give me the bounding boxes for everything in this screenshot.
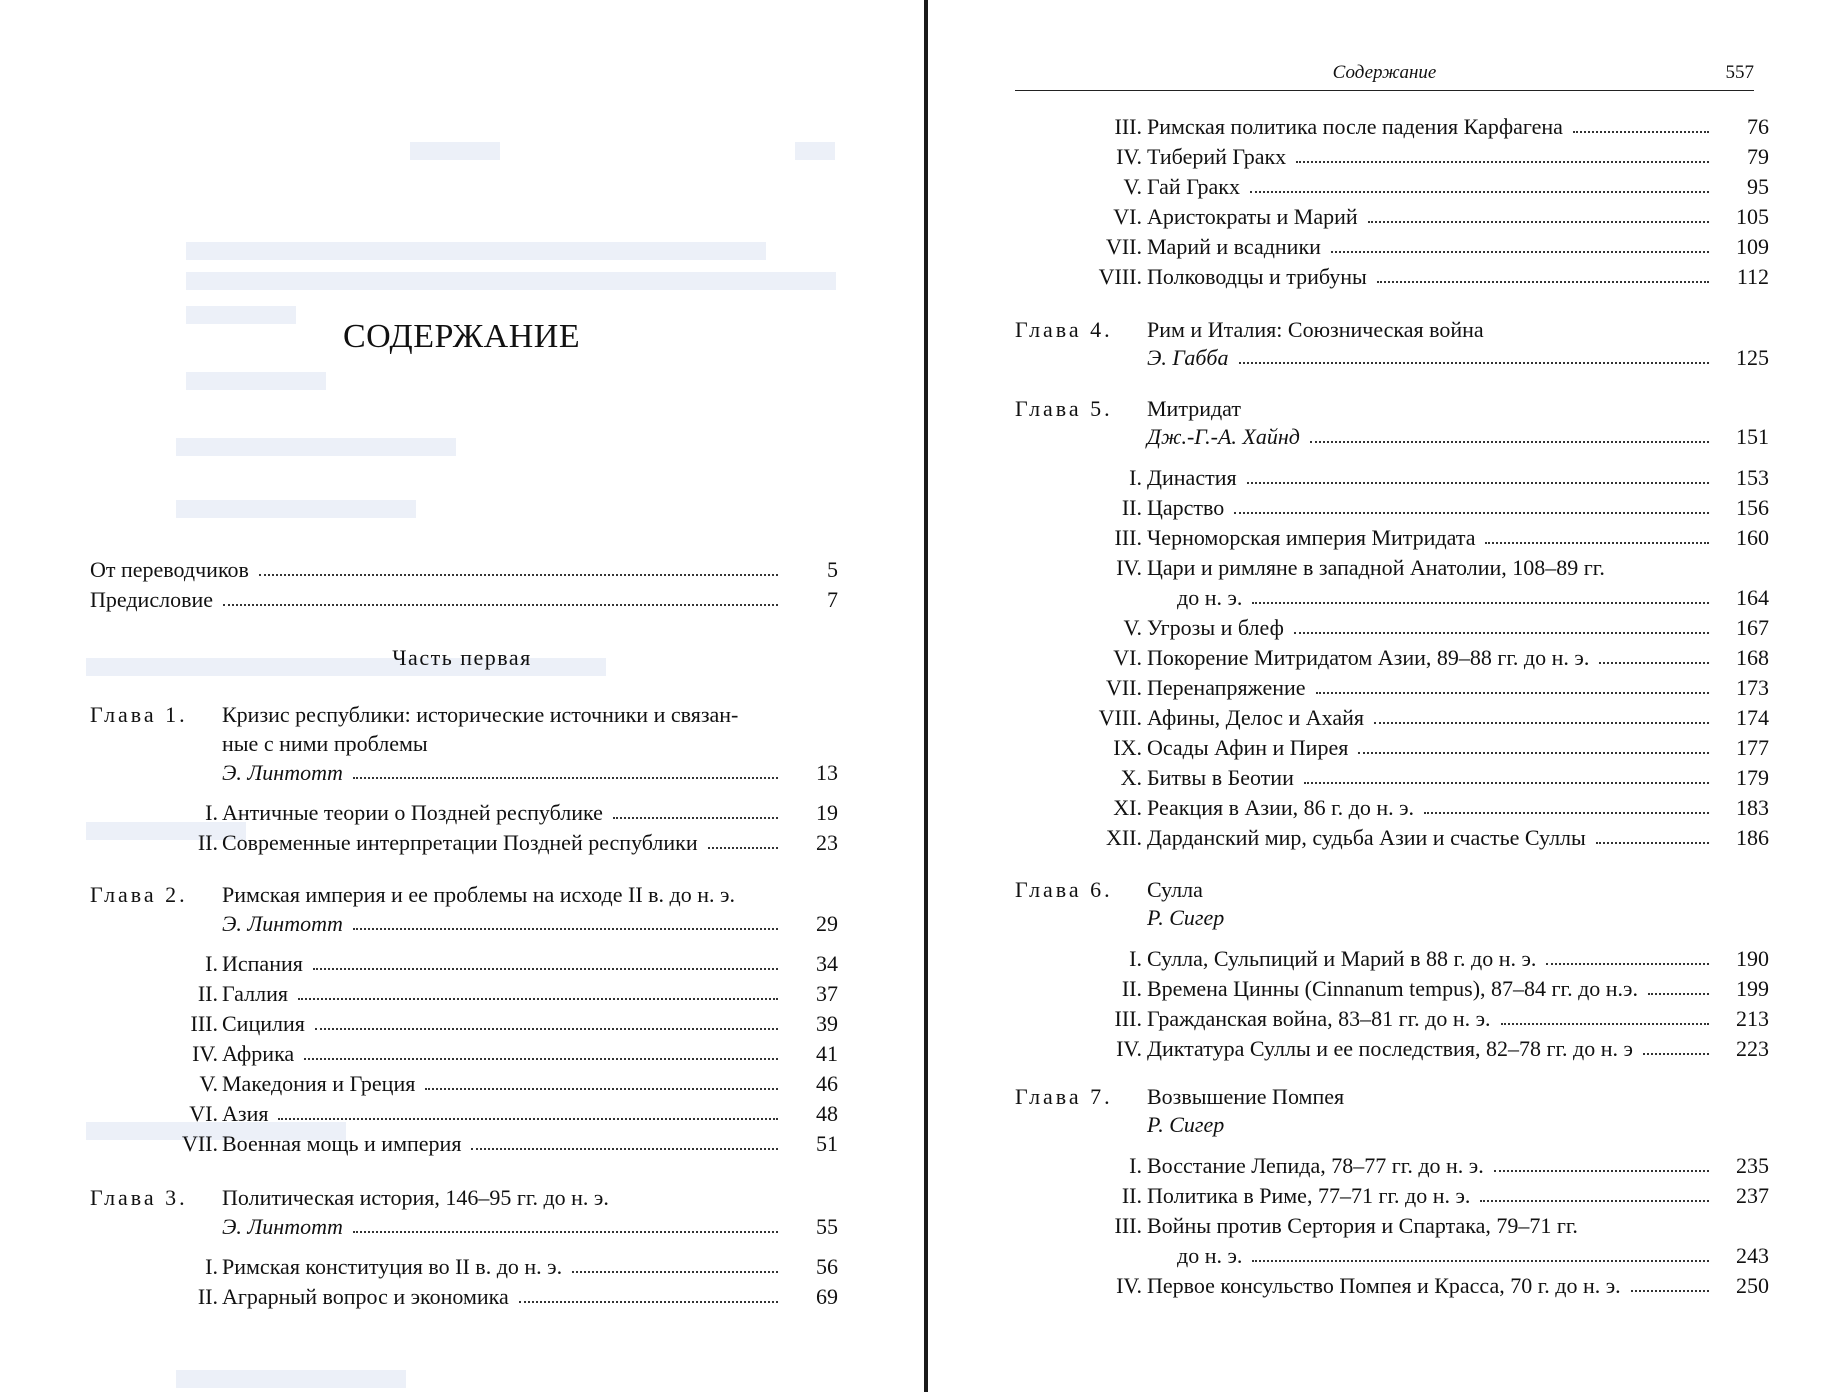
section-number: III. xyxy=(1114,1213,1142,1238)
section-entry xyxy=(1015,703,1769,733)
entry-title: Африка xyxy=(222,1041,295,1066)
section-entry xyxy=(1015,112,1769,142)
section-number: VIII. xyxy=(1098,705,1142,730)
entry-title: Рим и Италия: Союзническая война xyxy=(1147,317,1484,342)
dot-leader xyxy=(223,604,778,606)
chapter-entry xyxy=(1015,394,1769,424)
entry-title: Испания xyxy=(222,951,303,976)
page-ref: 69 xyxy=(816,1284,838,1309)
section-entry xyxy=(1015,553,1769,583)
page-ref: 37 xyxy=(816,981,838,1006)
dot-leader xyxy=(259,574,778,576)
entry-title: Митридат xyxy=(1147,396,1241,421)
entry-title: до н. э. xyxy=(1177,585,1243,610)
entry-title: Сулла xyxy=(1147,877,1203,902)
page-ref: 48 xyxy=(816,1101,838,1126)
chapter-author xyxy=(1015,343,1769,373)
section-number: III. xyxy=(190,1011,218,1036)
right-page xyxy=(929,0,1840,1392)
entry-title: Перенапряжение xyxy=(1147,675,1306,700)
entry-title: Сулла, Сульпиций и Марий в 88 г. до н. э. xyxy=(1147,946,1537,971)
section-number: I. xyxy=(205,951,218,976)
dot-leader xyxy=(1234,512,1709,514)
dot-leader xyxy=(1631,1290,1709,1292)
section-entry-cont xyxy=(1015,1241,1769,1271)
page-ref: 179 xyxy=(1736,765,1769,790)
page-ref: 151 xyxy=(1736,424,1769,449)
chapter-author xyxy=(90,758,838,788)
entry-title: Азия xyxy=(222,1101,269,1126)
page-ref: 156 xyxy=(1736,495,1769,520)
entry-title: Гай Гракх xyxy=(1147,174,1240,199)
section-number: III. xyxy=(1114,525,1142,550)
dot-leader xyxy=(613,817,778,819)
page-ref: 29 xyxy=(816,911,838,936)
entry-title: Аристократы и Марий xyxy=(1147,204,1358,229)
entry-title: Сицилия xyxy=(222,1011,305,1036)
dot-leader xyxy=(1424,812,1709,814)
dot-leader xyxy=(572,1271,778,1273)
front-matter-entry xyxy=(90,555,838,585)
dot-leader xyxy=(1573,131,1709,133)
dot-leader xyxy=(1304,782,1709,784)
section-entry xyxy=(1015,493,1769,523)
section-number: XI. xyxy=(1113,795,1142,820)
author-name: Дж.-Г.-А. Хайнд xyxy=(1147,424,1300,449)
entry-title: Марий и всадники xyxy=(1147,234,1321,259)
page-ref: 19 xyxy=(816,800,838,825)
dot-leader xyxy=(1250,191,1709,193)
dot-leader xyxy=(1331,251,1709,253)
chapter-label: Глава 3. xyxy=(90,1185,188,1210)
dot-leader xyxy=(1294,632,1709,634)
page-ref: 79 xyxy=(1747,144,1769,169)
entry-title: Войны против Сертория и Спартака, 79–71 гг. xyxy=(1147,1213,1578,1238)
dot-leader xyxy=(1546,963,1709,965)
chapter-label: Глава 6. xyxy=(1015,877,1113,902)
section-number: III. xyxy=(1114,114,1142,139)
author-name: Р. Сигер xyxy=(1147,1112,1225,1137)
chapter-author xyxy=(1015,1110,1769,1140)
page-gutter xyxy=(924,0,928,1392)
section-number: I. xyxy=(1129,946,1142,971)
entry-title: Реакция в Азии, 86 г. до н. э. xyxy=(1147,795,1415,820)
chapter-author xyxy=(90,909,838,939)
chapter-entry xyxy=(1015,1082,1769,1112)
entry-title: Военная мощь и империя xyxy=(222,1131,462,1156)
section-number: I. xyxy=(205,800,218,825)
section-entry xyxy=(1015,172,1769,202)
dot-leader xyxy=(353,1231,778,1233)
page-ref: 95 xyxy=(1747,174,1769,199)
chapter-author xyxy=(90,1212,838,1242)
dot-leader xyxy=(1316,692,1709,694)
entry-title: Политическая история, 146–95 гг. до н. э. xyxy=(222,1185,609,1210)
page-ref: 5 xyxy=(827,557,838,582)
section-entry xyxy=(1015,202,1769,232)
section-number: V. xyxy=(199,1071,218,1096)
section-entry xyxy=(90,1282,838,1312)
dot-leader xyxy=(519,1301,778,1303)
section-entry-cont xyxy=(1015,583,1769,613)
toc-title: СОДЕРЖАНИЕ xyxy=(343,318,581,355)
dot-leader xyxy=(315,1028,778,1030)
chapter-entry xyxy=(1015,315,1769,345)
section-entry xyxy=(90,828,838,858)
section-number: X. xyxy=(1120,765,1142,790)
page-ref: 177 xyxy=(1736,735,1769,760)
section-entry xyxy=(90,798,838,828)
dot-leader xyxy=(1485,542,1709,544)
author-name: Э. Линтотт xyxy=(222,760,343,785)
chapter-entry xyxy=(90,1183,838,1213)
entry-title: Осады Афин и Пирея xyxy=(1147,735,1349,760)
section-entry xyxy=(1015,1034,1769,1064)
dot-leader xyxy=(708,847,778,849)
section-number: XII. xyxy=(1105,825,1142,850)
dot-leader xyxy=(1252,602,1709,604)
dot-leader xyxy=(425,1088,778,1090)
page-ref: 168 xyxy=(1736,645,1769,670)
section-entry xyxy=(1015,643,1769,673)
front-matter-entry xyxy=(90,585,838,615)
chapter-author xyxy=(1015,903,1769,933)
dot-leader xyxy=(1374,722,1709,724)
page-ref: 105 xyxy=(1736,204,1769,229)
section-entry xyxy=(1015,673,1769,703)
dot-leader xyxy=(1239,362,1709,364)
entry-title: Угрозы и блеф xyxy=(1147,615,1284,640)
chapter-label: Глава 1. xyxy=(90,702,188,727)
page-ref: 250 xyxy=(1736,1273,1769,1298)
chapter-label: Глава 5. xyxy=(1015,396,1113,421)
entry-title: Предисловие xyxy=(90,587,213,612)
page-ref: 125 xyxy=(1736,345,1769,370)
entry-title: Тиберий Гракх xyxy=(1147,144,1287,169)
section-entry xyxy=(1015,463,1769,493)
section-number: II. xyxy=(197,1284,218,1309)
section-number: II. xyxy=(197,830,218,855)
page-ref: 51 xyxy=(816,1131,838,1156)
section-entry xyxy=(1015,142,1769,172)
page-ref: 34 xyxy=(816,951,838,976)
section-number: IV. xyxy=(1116,144,1142,169)
page-ref: 13 xyxy=(816,760,838,785)
dot-leader xyxy=(1310,441,1709,443)
page-ref: 76 xyxy=(1747,114,1769,139)
page-ref: 23 xyxy=(816,830,838,855)
section-number: I. xyxy=(205,1254,218,1279)
section-entry xyxy=(1015,1211,1769,1241)
dot-leader xyxy=(353,777,778,779)
dot-leader xyxy=(313,968,778,970)
entry-title: Времена Цинны (Cinnanum tempus), 87–84 гг. до н.э. xyxy=(1147,976,1638,1001)
dot-leader xyxy=(1377,281,1709,283)
section-entry xyxy=(1015,232,1769,262)
part-title: Часть первая xyxy=(392,645,532,670)
entry-title: Античные теории о Поздней республике xyxy=(222,800,603,825)
page-ref: 190 xyxy=(1736,946,1769,971)
section-number: III. xyxy=(1114,1006,1142,1031)
section-number: IV. xyxy=(1116,1273,1142,1298)
entry-title: Галлия xyxy=(222,981,288,1006)
page-ref: 237 xyxy=(1736,1183,1769,1208)
entry-title: Восстание Лепида, 78–77 гг. до н. э. xyxy=(1147,1153,1484,1178)
running-header-title: Содержание xyxy=(1332,62,1437,83)
section-number: II. xyxy=(1121,1183,1142,1208)
chapter-author xyxy=(1015,422,1769,452)
entry-title: Возвышение Помпея xyxy=(1147,1084,1345,1109)
entry-title: Римская политика после падения Карфагена xyxy=(1147,114,1563,139)
chapter-label: Глава 4. xyxy=(1015,317,1113,342)
page-ref: 153 xyxy=(1736,465,1769,490)
section-entry xyxy=(1015,1181,1769,1211)
page-ref: 109 xyxy=(1736,234,1769,259)
page-ref: 213 xyxy=(1736,1006,1769,1031)
page-ref: 223 xyxy=(1736,1036,1769,1061)
section-entry xyxy=(90,1129,838,1159)
page-ref: 173 xyxy=(1736,675,1769,700)
dot-leader xyxy=(1480,1200,1709,1202)
page-ref: 183 xyxy=(1736,795,1769,820)
section-number: V. xyxy=(1123,174,1142,199)
section-number: IV. xyxy=(1116,1036,1142,1061)
entry-title: Гражданская война, 83–81 гг. до н. э. xyxy=(1147,1006,1491,1031)
dot-leader xyxy=(471,1148,778,1150)
chapter-label: Глава 7. xyxy=(1015,1084,1113,1109)
section-entry xyxy=(90,979,838,1009)
section-entry xyxy=(1015,613,1769,643)
section-number: VII. xyxy=(1105,234,1142,259)
section-number: II. xyxy=(1121,495,1142,520)
dot-leader xyxy=(1494,1170,1709,1172)
page-ref: 235 xyxy=(1736,1153,1769,1178)
section-number: II. xyxy=(197,981,218,1006)
entry-title: Первое консульство Помпея и Красса, 70 г. до н. э. xyxy=(1147,1273,1621,1298)
section-entry xyxy=(1015,763,1769,793)
entry-title: Полководцы и трибуны xyxy=(1147,264,1367,289)
section-entry xyxy=(90,1009,838,1039)
entry-title: Дарданский мир, судьба Азии и счастье Суллы xyxy=(1147,825,1586,850)
section-number: I. xyxy=(1129,465,1142,490)
chapter-title-cont xyxy=(90,729,838,759)
page-ref: 56 xyxy=(816,1254,838,1279)
section-entry xyxy=(1015,974,1769,1004)
dot-leader xyxy=(1247,482,1709,484)
entry-title: Афины, Делос и Ахайя xyxy=(1147,705,1364,730)
dot-leader xyxy=(1501,1023,1709,1025)
section-entry xyxy=(90,1069,838,1099)
section-number: VIII. xyxy=(1098,264,1142,289)
page-ref: 199 xyxy=(1736,976,1769,1001)
page-ref: 186 xyxy=(1736,825,1769,850)
page-ref: 41 xyxy=(816,1041,838,1066)
entry-title: ные с ними проблемы xyxy=(222,731,428,756)
entry-title: до н. э. xyxy=(1177,1243,1243,1268)
page-number: 557 xyxy=(1725,62,1754,83)
entry-title: Покорение Митридатом Азии, 89–88 гг. до н. э. xyxy=(1147,645,1590,670)
section-entry xyxy=(90,1252,838,1282)
entry-title: Кризис республики: исторические источники и связан- xyxy=(222,702,739,727)
page-ref: 7 xyxy=(827,587,838,612)
author-name: Э. Габба xyxy=(1147,345,1229,370)
section-number: VI. xyxy=(1113,204,1142,229)
entry-title: Черноморская империя Митридата xyxy=(1147,525,1476,550)
dot-leader xyxy=(353,928,778,930)
dot-leader xyxy=(298,998,778,1000)
page-ref: 174 xyxy=(1736,705,1769,730)
chapter-entry xyxy=(90,700,838,730)
section-entry xyxy=(90,1039,838,1069)
section-entry xyxy=(90,949,838,979)
chapter-entry xyxy=(90,880,838,910)
entry-title: Цари и римляне в западной Анатолии, 108–89 гг. xyxy=(1147,555,1605,580)
entry-title: Римская конституция во II в. до н. э. xyxy=(222,1254,563,1279)
entry-title: Диктатура Суллы и ее последствия, 82–78 гг. до н. э xyxy=(1147,1036,1633,1061)
section-number: VI. xyxy=(1113,645,1142,670)
entry-title: От переводчиков xyxy=(90,557,249,582)
section-entry xyxy=(1015,823,1769,853)
dot-leader xyxy=(1596,842,1709,844)
section-entry xyxy=(1015,1004,1769,1034)
page-ref: 160 xyxy=(1736,525,1769,550)
section-entry xyxy=(1015,733,1769,763)
section-number: IV. xyxy=(192,1041,218,1066)
dot-leader xyxy=(1252,1260,1709,1262)
dot-leader xyxy=(1368,221,1709,223)
entry-title: Битвы в Беотии xyxy=(1147,765,1294,790)
entry-title: Македония и Греция xyxy=(222,1071,416,1096)
entry-title: Царство xyxy=(1147,495,1225,520)
section-entry xyxy=(1015,1271,1769,1301)
page-ref: 55 xyxy=(816,1214,838,1239)
page-ref: 243 xyxy=(1736,1243,1769,1268)
section-number: VII. xyxy=(181,1131,218,1156)
section-entry xyxy=(90,1099,838,1129)
chapter-label: Глава 2. xyxy=(90,882,188,907)
author-name: Э. Линтотт xyxy=(222,911,343,936)
dot-leader xyxy=(1296,161,1709,163)
section-number: IV. xyxy=(1116,555,1142,580)
section-entry xyxy=(1015,262,1769,292)
dot-leader xyxy=(1358,752,1709,754)
section-entry xyxy=(1015,1151,1769,1181)
page-ref: 112 xyxy=(1736,264,1769,289)
chapter-entry xyxy=(1015,875,1769,905)
entry-title: Римская империя и ее проблемы на исходе II в. до н. э. xyxy=(222,882,735,907)
dot-leader xyxy=(278,1118,778,1120)
running-header xyxy=(1015,60,1754,91)
section-number: V. xyxy=(1123,615,1142,640)
section-number: II. xyxy=(1121,976,1142,1001)
section-number: IX. xyxy=(1113,735,1142,760)
page-ref: 39 xyxy=(816,1011,838,1036)
author-name: Р. Сигер xyxy=(1147,905,1225,930)
section-number: I. xyxy=(1129,1153,1142,1178)
section-number: VII. xyxy=(1105,675,1142,700)
dot-leader xyxy=(1599,662,1709,664)
author-name: Э. Линтотт xyxy=(222,1214,343,1239)
dot-leader xyxy=(1643,1053,1709,1055)
page-ref: 46 xyxy=(816,1071,838,1096)
page-ref: 167 xyxy=(1736,615,1769,640)
entry-title: Династия xyxy=(1147,465,1237,490)
section-number: VI. xyxy=(189,1101,218,1126)
section-entry xyxy=(1015,793,1769,823)
section-entry xyxy=(1015,944,1769,974)
page-ref: 164 xyxy=(1736,585,1769,610)
entry-title: Политика в Риме, 77–71 гг. до н. э. xyxy=(1147,1183,1471,1208)
entry-title: Аграрный вопрос и экономика xyxy=(222,1284,509,1309)
section-entry xyxy=(1015,523,1769,553)
dot-leader xyxy=(304,1058,778,1060)
dot-leader xyxy=(1648,993,1709,995)
entry-title: Современные интерпретации Поздней республики xyxy=(222,830,698,855)
